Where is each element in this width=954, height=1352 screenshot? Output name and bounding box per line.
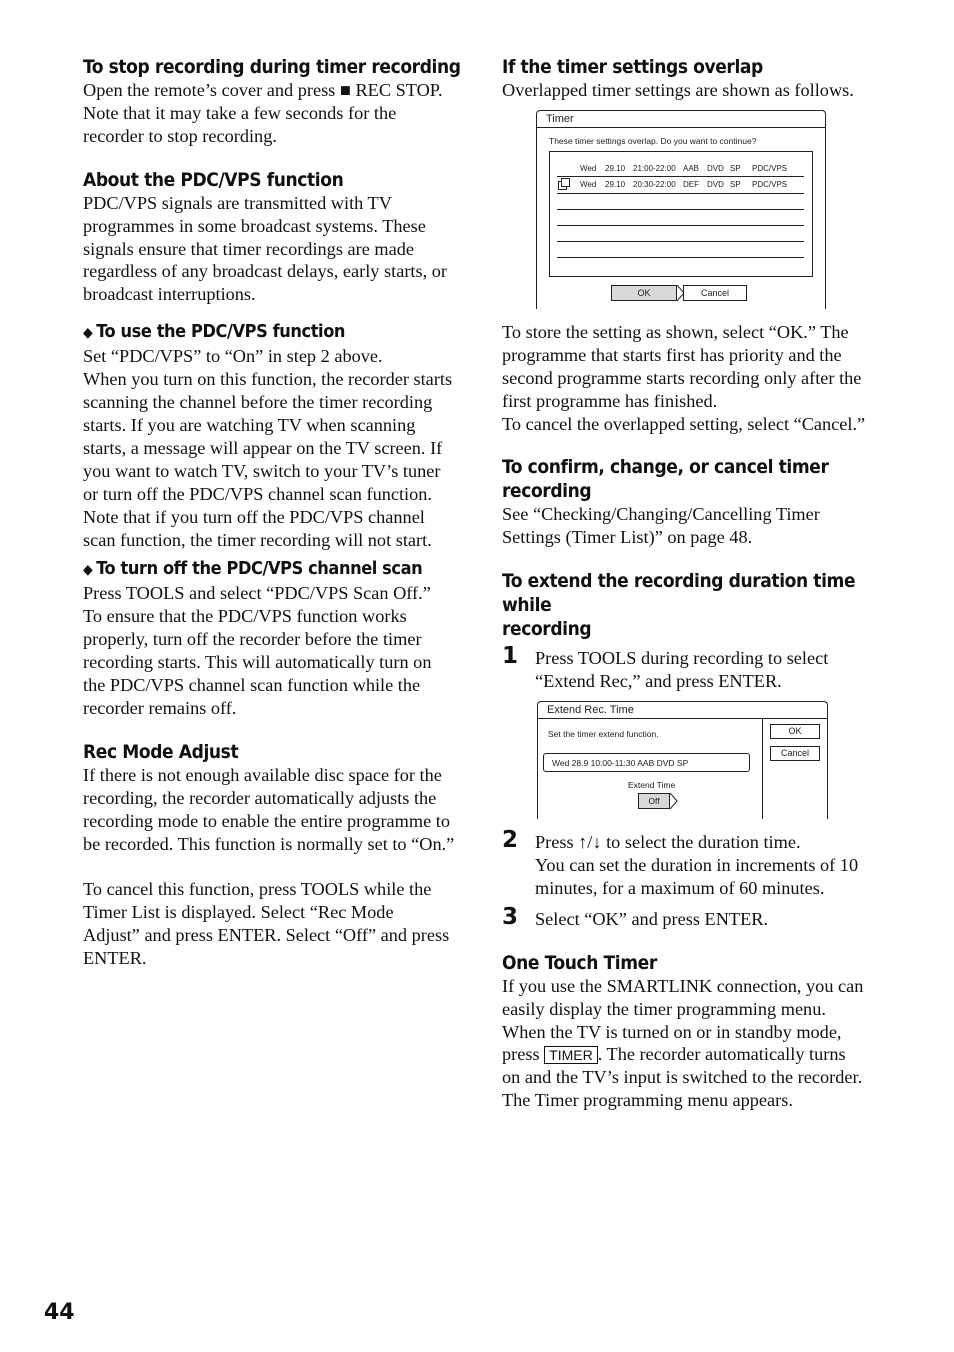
timer-list-box [549, 151, 813, 277]
text-line: Open the remote’s cover and press ■ REC STOP. [83, 80, 443, 100]
row-pdc: PDC/VPS [752, 163, 788, 173]
heading-one-touch-timer: One Touch Timer [502, 951, 657, 974]
diamond-icon: ◆ [83, 325, 93, 342]
text-line [502, 1043, 887, 1066]
text-line: When you turn on this function, the recorder starts [83, 369, 453, 390]
row-channel: AAB [683, 163, 700, 173]
text-line: recording mode to enable the entire programme to [83, 810, 451, 831]
text-line: Timer List is displayed. Select “Rec Mode [83, 902, 394, 923]
text-line: Select “OK” and press ENTER. [535, 908, 769, 929]
pdc-vps-text [83, 192, 468, 307]
screen-title: Extend Rec. Time [538, 702, 827, 719]
text-line: on and the TV’s input is switched to the recorder. [502, 1067, 863, 1088]
text-line: be recorded. This function is normally set to “On.” [83, 833, 455, 854]
text-line: regardless of any broadcast delays, early starts, or [83, 261, 447, 282]
row-media: DVD [707, 179, 724, 189]
cancel-button[interactable]: Cancel [683, 285, 747, 301]
text-line: ENTER. [83, 948, 147, 969]
heading-turn-off-scan [83, 557, 468, 582]
timer-overlap-screen [536, 110, 826, 309]
text-line: Set “PDC/VPS” to “On” in step 2 above. [83, 346, 383, 367]
heading-text: To turn off the PDC/VPS channel scan [96, 558, 423, 580]
extend-rec-time-screen [537, 701, 828, 819]
left-column [83, 55, 468, 970]
text-line: scanning the channel before the timer recording [83, 392, 433, 413]
heading-text: To use the PDC/VPS function [96, 321, 346, 343]
diamond-icon: ◆ [83, 562, 93, 579]
heading-pdc-vps: About the PDC/VPS function [83, 168, 344, 191]
text-line: you want to watch TV, switch to your TV’s tuner [83, 460, 441, 481]
ok-button[interactable]: OK [770, 724, 820, 739]
text-line: recording, the recorder automatically adjusts the [83, 787, 437, 808]
text-line: recorder remains off. [83, 697, 237, 718]
row-date: 29.10 [605, 179, 626, 189]
text-line: minutes, for a maximum of 60 minutes. [535, 877, 825, 898]
list-divider [557, 176, 804, 177]
text-line: Settings (Timer List)” on page 48. [502, 527, 753, 548]
heading-stop-recording: To stop recording during timer recording [83, 56, 461, 78]
heading-rec-mode-adjust: Rec Mode Adjust [83, 740, 239, 763]
press-text: press [502, 1044, 540, 1065]
text-line: recording starts. This will automatically turn on [83, 652, 432, 673]
text-line: “Extend Rec,” and press ENTER. [535, 671, 782, 692]
step-1 [502, 643, 887, 693]
text-line: easily display the timer programming menu. [502, 998, 826, 1019]
heading-timer-overlap: If the timer settings overlap [502, 56, 763, 78]
use-pdc-vps-text [83, 345, 468, 551]
extend-message: Set the timer extend function. [548, 729, 659, 740]
extend-time-label: Extend Time [628, 780, 676, 791]
heading-use-pdc-vps [83, 320, 468, 345]
row-media: DVD [707, 163, 724, 173]
overlap-after-text [502, 321, 887, 436]
list-divider [557, 209, 804, 210]
recording-info-field: Wed 28.9 10:00-11:30 AAB DVD SP [543, 753, 750, 772]
row-pdc: PDC/VPS [752, 179, 788, 189]
step-number: 3 [502, 903, 519, 930]
text-line: Press TOOLS during recording to select [535, 648, 829, 669]
text-line: first programme has finished. [502, 390, 718, 411]
text-line: starts. If you are watching TV when scanning [83, 414, 416, 435]
timer-key-icon: TIMER [544, 1046, 598, 1064]
selection-arrow-icon [670, 793, 678, 814]
text-line: Note that if you turn off the PDC/VPS channel [83, 506, 425, 527]
heading-confirm-change-cancel: To confirm, change, or cancel timer recording [502, 456, 829, 503]
rec-mode-adjust-text [83, 764, 468, 970]
page-number: 44 [44, 1300, 75, 1325]
right-column [502, 55, 887, 1112]
list-divider [557, 241, 804, 242]
text-line: Note that it may take a few seconds for the [83, 102, 397, 123]
text-line: You can set the duration in increments of 10 [535, 854, 859, 875]
extend-time-select[interactable]: Off [638, 793, 670, 809]
step-number: 2 [502, 827, 519, 854]
text-line: second programme starts recording only after the [502, 367, 862, 388]
text-line: If there is not enough available disc space for the [83, 764, 442, 785]
text-line: Press TOOLS and select “PDC/VPS Scan Off.” [83, 583, 431, 604]
heading-extend-duration-cont: recording [502, 618, 592, 641]
text-line: signals ensure that timer recordings are made [83, 238, 414, 259]
text-line: To ensure that the PDC/VPS function works [83, 606, 407, 627]
overlap-message: These timer settings overlap. Do you want to continue? [549, 135, 757, 146]
ok-button[interactable]: OK [611, 285, 677, 301]
row-date: 29.10 [605, 163, 626, 173]
stop-recording-text [83, 79, 468, 148]
row-mode: SP [730, 163, 741, 173]
row-day: Wed [580, 179, 597, 189]
text-line: programme that starts first has priority and the [502, 344, 842, 365]
cancel-button[interactable]: Cancel [770, 746, 820, 761]
text-line: To store the setting as shown, select “OK.” The [502, 321, 849, 342]
text-line: PDC/VPS signals are transmitted with TV [83, 192, 392, 213]
row-time: 21:00-22:00 [633, 163, 676, 173]
text-line: broadcast interruptions. [83, 284, 256, 305]
text-line: Press ↑/↓ to select the duration time. [535, 832, 801, 853]
step-2 [502, 827, 887, 900]
text-line: recorder to stop recording. [83, 125, 277, 146]
timer-row[interactable] [557, 161, 804, 176]
after-key-text: . The recorder automatically turns [597, 1044, 846, 1065]
heading-extend-duration: To extend the recording duration time while [502, 570, 856, 617]
row-mode: SP [730, 179, 741, 189]
text-line: programmes in some broadcast systems. These [83, 215, 426, 236]
text-line: Adjust” and press ENTER. Select “Off” and press [83, 925, 450, 946]
text-line: To cancel this function, press TOOLS while the [83, 879, 432, 900]
list-divider [557, 225, 804, 226]
text-line: The Timer programming menu appears. [502, 1090, 793, 1111]
text-line: If you use the SMARTLINK connection, you can [502, 975, 864, 996]
screen-title: Timer [537, 111, 825, 128]
text-line: To cancel the overlapped setting, select “Cancel.” [502, 413, 866, 434]
text-line: starts, a message will appear on the TV screen. If [83, 437, 443, 458]
row-time: 20:30-22:00 [633, 179, 676, 189]
text-line: properly, turn off the recorder before the timer [83, 629, 422, 650]
list-divider [557, 257, 804, 258]
timer-row[interactable] [557, 177, 804, 192]
step-3 [502, 903, 887, 931]
screen-divider [762, 719, 763, 819]
text-line: or turn off the PDC/VPS channel scan function. [83, 483, 432, 504]
list-divider [557, 193, 804, 194]
step-number: 1 [502, 643, 519, 670]
text-line: When the TV is turned on or in standby mode, [502, 1021, 842, 1042]
overlap-intro: Overlapped timer settings are shown as follows. [502, 80, 854, 100]
row-channel: DEF [683, 179, 699, 189]
one-touch-timer-text [502, 975, 887, 1112]
text-line: the PDC/VPS channel scan function while the [83, 675, 421, 696]
turn-off-scan-text [83, 582, 468, 719]
text-line: scan function, the timer recording will not start. [83, 529, 432, 550]
text-line: See “Checking/Changing/Cancelling Timer [502, 504, 820, 525]
row-day: Wed [580, 163, 597, 173]
